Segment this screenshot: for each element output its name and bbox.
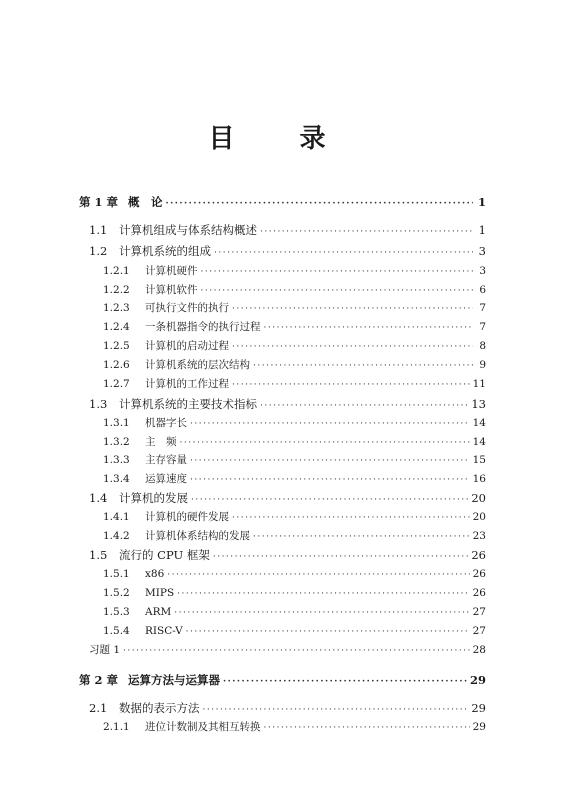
toc-number: 2.1 bbox=[89, 701, 108, 715]
toc-entry[interactable] bbox=[103, 527, 486, 545]
toc-page: 26 bbox=[471, 548, 486, 562]
toc-number: 2.1.1 bbox=[103, 721, 130, 733]
toc-page: 6 bbox=[479, 284, 486, 296]
leader-dots bbox=[167, 566, 469, 584]
toc-page: 3 bbox=[478, 244, 486, 258]
toc-number: 第 1 章 bbox=[79, 195, 119, 209]
toc-entry[interactable] bbox=[89, 489, 486, 507]
toc-number: 第 2 章 bbox=[79, 673, 119, 687]
toc-text: 计算机的启动过程 bbox=[145, 340, 229, 352]
toc-page: 7 bbox=[479, 302, 486, 314]
toc-page: 20 bbox=[471, 491, 486, 505]
toc-text: 机器字长 bbox=[145, 417, 187, 429]
toc-page: 8 bbox=[479, 340, 486, 352]
toc-number: 1.2.2 bbox=[103, 284, 130, 296]
toc-page: 13 bbox=[471, 397, 486, 411]
toc-number: 1.3.2 bbox=[103, 436, 130, 448]
toc-number: 1.4 bbox=[89, 491, 108, 505]
leader-dots bbox=[180, 434, 470, 452]
toc-number: 1.5.4 bbox=[103, 625, 130, 637]
toc-entry[interactable] bbox=[103, 299, 486, 317]
toc-entry[interactable] bbox=[103, 281, 486, 299]
toc-entry[interactable] bbox=[89, 221, 486, 239]
leader-dots bbox=[223, 673, 467, 691]
toc-text: 计算机系统的组成 bbox=[119, 244, 211, 258]
toc-page: 3 bbox=[479, 265, 486, 277]
toc-number: 1.5.2 bbox=[103, 587, 130, 599]
toc-number: 1.2.3 bbox=[103, 302, 130, 314]
leader-dots bbox=[214, 244, 473, 262]
leader-dots bbox=[186, 623, 470, 641]
toc-entry[interactable] bbox=[89, 546, 486, 564]
toc-number: 1.3.1 bbox=[103, 417, 130, 429]
toc-text: RISC-V bbox=[145, 625, 183, 637]
toc-page: 9 bbox=[479, 359, 486, 371]
leader-dots bbox=[190, 415, 470, 433]
leader-dots bbox=[213, 548, 469, 566]
leader-dots bbox=[253, 528, 470, 546]
leader-dots bbox=[190, 471, 470, 489]
toc-page: 1 bbox=[477, 195, 486, 209]
toc-text: 数据的表示方法 bbox=[119, 701, 200, 715]
toc-text: 进位计数制及其相互转换 bbox=[145, 721, 261, 733]
toc-entry[interactable] bbox=[103, 584, 486, 602]
toc-number: 1.5.3 bbox=[103, 606, 130, 618]
toc-entry[interactable] bbox=[103, 414, 486, 432]
toc-text: 主存容量 bbox=[145, 454, 187, 466]
toc-page: 27 bbox=[472, 625, 486, 637]
toc-text: 计算机组成与体系结构概述 bbox=[119, 223, 257, 237]
toc-page: 7 bbox=[479, 321, 486, 333]
toc-text: 计算机系统的主要技术指标 bbox=[119, 397, 257, 411]
toc-text: 计算机的工作过程 bbox=[145, 378, 229, 390]
toc-page: 15 bbox=[472, 454, 486, 466]
toc-page: 26 bbox=[472, 587, 486, 599]
toc-text: 可执行文件的执行 bbox=[145, 302, 229, 314]
leader-dots bbox=[203, 701, 469, 719]
toc-page: 14 bbox=[472, 417, 486, 429]
toc-entry[interactable] bbox=[103, 565, 486, 583]
leader-dots bbox=[190, 452, 470, 470]
toc-text: 概 论 bbox=[128, 195, 163, 209]
toc-text: 计算机软件 bbox=[145, 284, 198, 296]
toc-number: 1.3.4 bbox=[103, 473, 130, 485]
toc-entry[interactable] bbox=[103, 337, 486, 355]
toc-entry[interactable] bbox=[103, 470, 486, 488]
toc-entry[interactable] bbox=[79, 671, 486, 689]
toc-number: 1.4.2 bbox=[103, 530, 130, 542]
toc-number: 1.3 bbox=[89, 397, 108, 411]
leader-dots bbox=[191, 491, 468, 509]
leader-dots bbox=[177, 585, 469, 603]
toc-entry[interactable] bbox=[103, 375, 486, 393]
toc-text: x86 bbox=[145, 568, 165, 580]
toc-text: 计算机的硬件发展 bbox=[145, 511, 229, 523]
toc-page: 23 bbox=[472, 530, 486, 542]
toc-page: 28 bbox=[472, 644, 486, 656]
toc-text: 计算机系统的层次结构 bbox=[145, 359, 250, 371]
toc-entry[interactable] bbox=[103, 718, 486, 736]
toc-page: 16 bbox=[472, 473, 486, 485]
leader-dots bbox=[260, 397, 468, 415]
toc-text: 运算方法与运算器 bbox=[128, 673, 221, 687]
toc-number: 习题 1 bbox=[89, 644, 121, 656]
leader-dots bbox=[264, 319, 474, 337]
leader-dots bbox=[123, 642, 470, 660]
toc-page: 29 bbox=[472, 721, 486, 733]
toc-text: 计算机的发展 bbox=[119, 491, 188, 505]
toc-text: 运算速度 bbox=[145, 473, 187, 485]
toc-entry[interactable] bbox=[103, 622, 486, 640]
leader-dots bbox=[260, 223, 473, 241]
toc-text: ARM bbox=[145, 606, 172, 618]
toc-text: 计算机体系结构的发展 bbox=[145, 530, 250, 542]
toc-entry[interactable] bbox=[103, 318, 486, 336]
leader-dots bbox=[232, 509, 470, 527]
toc-entry[interactable] bbox=[103, 433, 486, 451]
toc-text: MIPS bbox=[145, 587, 175, 599]
toc-page: 11 bbox=[472, 378, 486, 390]
toc-text: 流行的 CPU 框架 bbox=[119, 548, 210, 562]
toc-entry[interactable] bbox=[103, 508, 486, 526]
toc-number: 1.2.1 bbox=[103, 265, 130, 277]
toc-number: 1.2.6 bbox=[103, 359, 130, 371]
leader-dots bbox=[253, 357, 473, 375]
toc-number: 1.5 bbox=[89, 548, 108, 562]
leader-dots bbox=[232, 376, 470, 394]
leader-dots bbox=[232, 338, 473, 356]
page-title: 目 录 bbox=[208, 124, 354, 154]
toc-number: 1.2.7 bbox=[103, 378, 130, 390]
leader-dots bbox=[201, 263, 474, 281]
toc-number: 1.5.1 bbox=[103, 568, 130, 580]
toc-page: 27 bbox=[472, 606, 486, 618]
toc-page: 29 bbox=[469, 673, 486, 687]
toc-entry[interactable] bbox=[103, 603, 486, 621]
toc-number: 1.2 bbox=[89, 244, 108, 258]
toc-text: 主 频 bbox=[145, 436, 177, 448]
toc-page: 1 bbox=[478, 223, 486, 237]
toc-number: 1.1 bbox=[89, 223, 108, 237]
toc-page: 26 bbox=[472, 568, 486, 580]
leader-dots bbox=[166, 195, 473, 213]
toc-entry[interactable] bbox=[89, 395, 486, 413]
toc-page: 20 bbox=[472, 511, 486, 523]
toc-entry[interactable] bbox=[103, 356, 486, 374]
toc-entry[interactable] bbox=[103, 262, 486, 280]
toc-entry[interactable] bbox=[89, 242, 486, 260]
leader-dots bbox=[232, 300, 473, 318]
leader-dots bbox=[201, 282, 474, 300]
leader-dots bbox=[174, 604, 469, 622]
toc-number: 1.2.4 bbox=[103, 321, 130, 333]
toc-entry[interactable] bbox=[89, 641, 486, 659]
toc-entry[interactable] bbox=[79, 193, 486, 211]
toc-text: 一条机器指令的执行过程 bbox=[145, 321, 261, 333]
toc-entry[interactable] bbox=[103, 451, 486, 469]
toc-text: 计算机硬件 bbox=[145, 265, 198, 277]
toc-number: 1.4.1 bbox=[103, 511, 130, 523]
toc-page: 29 bbox=[471, 701, 486, 715]
toc-number: 1.2.5 bbox=[103, 340, 130, 352]
toc-number: 1.3.3 bbox=[103, 454, 130, 466]
toc-page: 14 bbox=[472, 436, 486, 448]
toc-entry[interactable] bbox=[89, 699, 486, 717]
leader-dots bbox=[264, 719, 470, 737]
